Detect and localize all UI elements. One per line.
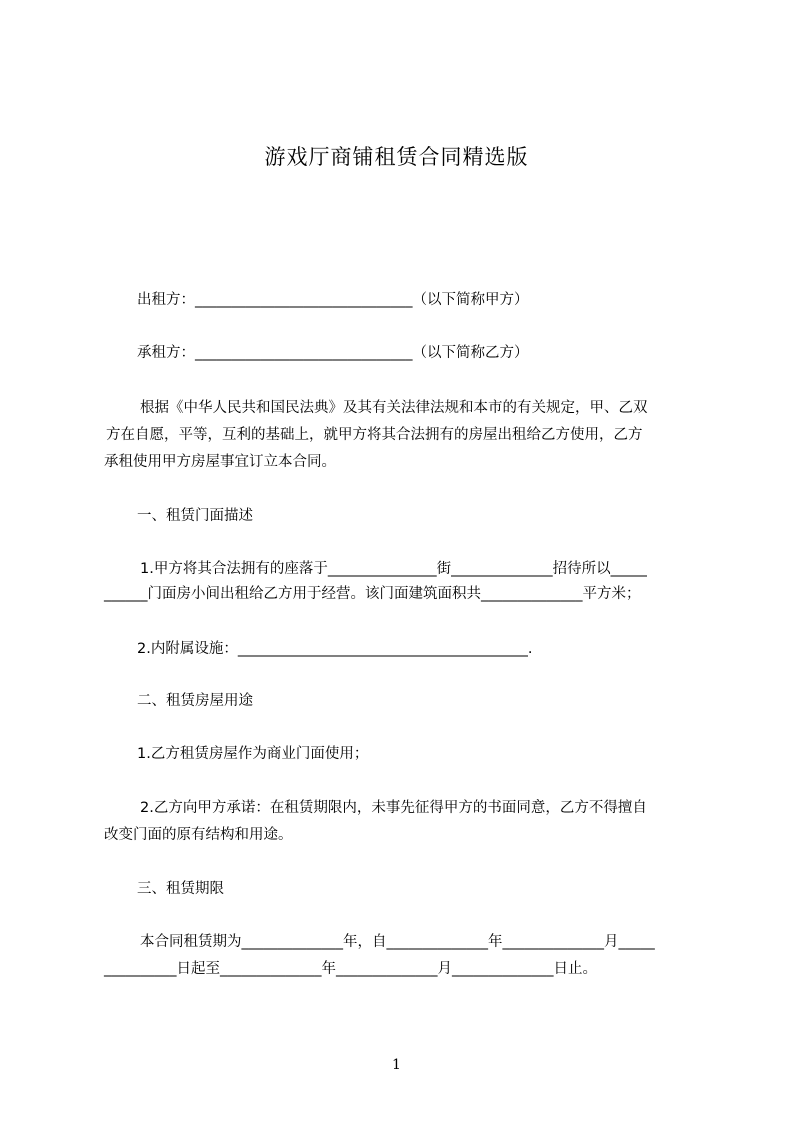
section1-item2: 2.内附属设施：________________________________________. xyxy=(137,641,533,657)
term-line-2: __________日起至______________年______________月______________日止。 xyxy=(104,961,597,977)
lessor-line: 出租方：______________________________（以下简称甲方） xyxy=(137,292,529,308)
page-number: 1 xyxy=(392,1057,401,1073)
preamble-line-3: 承租使用甲方房屋事宜订立本合同。 xyxy=(104,454,336,470)
section1-item1-line-2: ______门面房小间出租给乙方用于经营。该门面建筑面积共______________平方米； xyxy=(104,586,641,602)
section1-item1-line-1: 1.甲方将其合法拥有的座落于_______________街______________招待所以_____ xyxy=(140,561,647,577)
section2-item2-line-2: 改变门面的原有结构和用途。 xyxy=(104,827,293,843)
section2-item1: 1.乙方租赁房屋作为商业门面使用； xyxy=(137,746,369,762)
section1-heading: 一、租赁门面描述 xyxy=(137,508,253,524)
lessee-line: 承租方：______________________________（以下简称乙方） xyxy=(137,345,529,361)
term-line-1: 本合同租赁期为______________年，自______________年______________月_____ xyxy=(140,934,655,950)
document-title: 游戏厅商铺租赁合同精选版 xyxy=(264,145,529,169)
section2-heading: 二、租赁房屋用途 xyxy=(137,693,253,709)
preamble-line-2: 方在自愿，平等，互利的基础上，就甲方将其合法拥有的房屋出租给乙方使用，乙方 xyxy=(106,427,643,443)
preamble-line-1: 根据《中华人民共和国民法典》及其有关法律法规和本市的有关规定，甲、乙双 xyxy=(140,400,648,416)
section3-heading: 三、租赁期限 xyxy=(137,881,224,897)
section2-item2-line-1: 2.乙方向甲方承诺：在租赁期限内，未事先征得甲方的书面同意，乙方不得擅自 xyxy=(140,800,647,816)
